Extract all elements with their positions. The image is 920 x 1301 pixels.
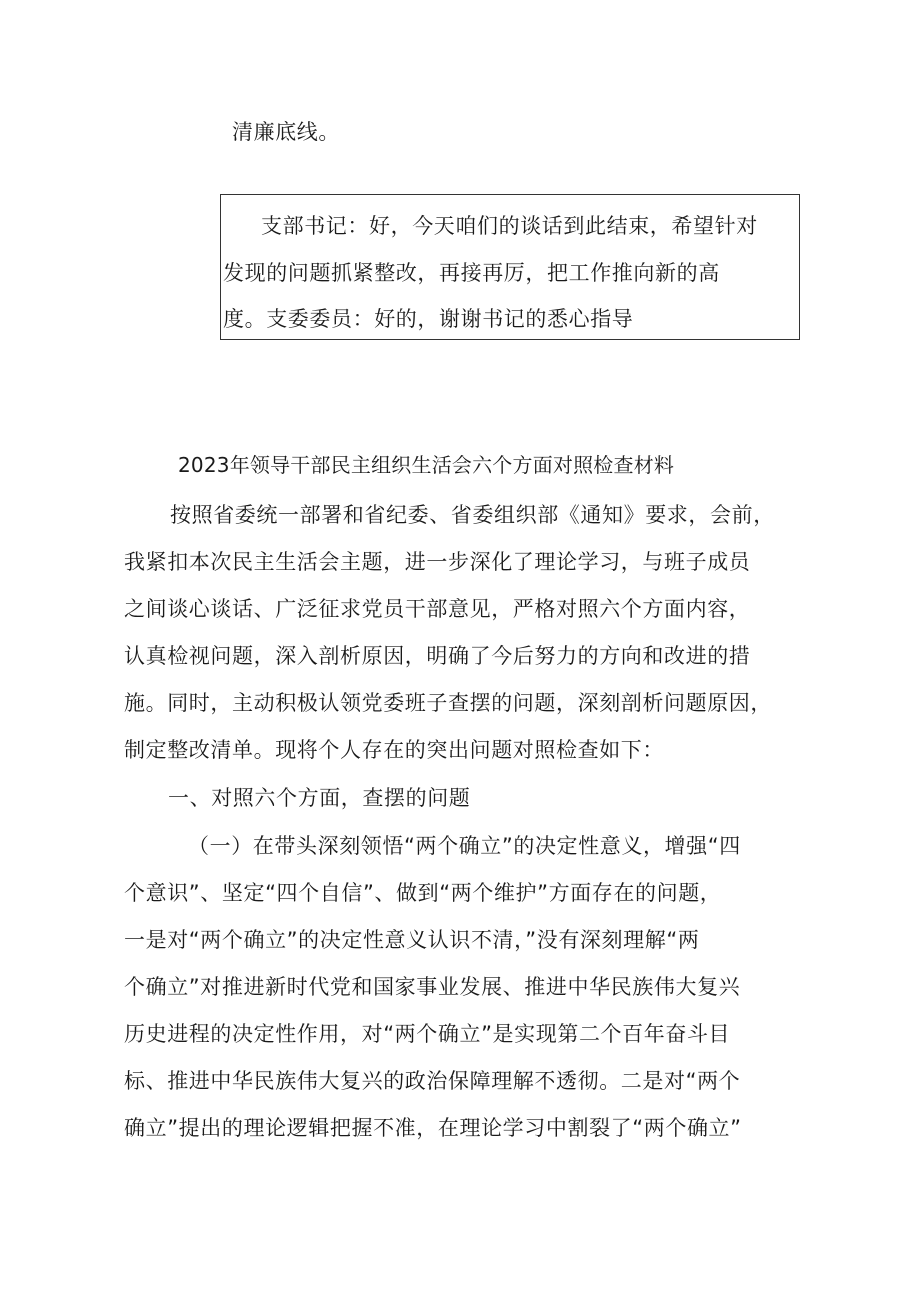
- dialogue-box: [220, 194, 800, 340]
- intro-line: 制定整改清单。现将个人存在的突出问题对照检查如下：: [124, 738, 664, 762]
- dialogue-line: 度。支委委员：好的，谢谢书记的悉心指导: [223, 307, 634, 331]
- subsection-line: 确立”提出的理论逻辑把握不准，在理论学习中割裂了“两个确立”: [124, 1116, 742, 1140]
- subsection-line: （一）在带头深刻领悟“两个确立”的决定性意义，增强“四: [188, 834, 741, 858]
- intro-line: 按照省委统一部署和省纪委、省委组织部《通知》要求，会前，: [170, 503, 775, 527]
- subsection-line: 标、推进中华民族伟大复兴的政治保障理解不透彻。二是对“两个: [124, 1069, 741, 1093]
- dialogue-line: 发现的问题抓紧整改，再接再厉，把工作推向新的高: [223, 261, 720, 285]
- document-title: 2023年领导干部民主组织生活会六个方面对照检查材料: [178, 453, 675, 477]
- subsection-line: 一是对“两个确立”的决定性意义认识不清，”没有深刻理解“两: [124, 928, 700, 952]
- dialogue-line: 支部书记：好，今天咱们的谈话到此结束，希望针对: [261, 214, 758, 238]
- intro-line: 认真检视问题，深入剖析原因，明确了今后努力的方向和改进的措: [124, 644, 751, 668]
- intro-line: 之间谈心谈话、广泛征求党员干部意见，严格对照六个方面内容，: [124, 597, 751, 621]
- intro-line: 我紧扣本次民主生活会主题，进一步深化了理论学习，与班子成员: [124, 550, 751, 574]
- section-heading: 一、对照六个方面，查摆的问题: [168, 786, 471, 810]
- paragraph-fragment: 清廉底线。: [232, 120, 340, 144]
- subsection-line: 个意识”、坚定“四个自信”、做到“两个维护”方面存在的问题，: [124, 881, 722, 905]
- intro-line: 施。同时，主动积极认领党委班子查摆的问题，深刻剖析问题原因，: [124, 691, 772, 715]
- subsection-line: 历史进程的决定性作用，对“两个确立”是实现第二个百年奋斗目: [124, 1022, 731, 1046]
- subsection-line: 个确立”对推进新时代党和国家事业发展、推进中华民族伟大复兴: [124, 975, 741, 999]
